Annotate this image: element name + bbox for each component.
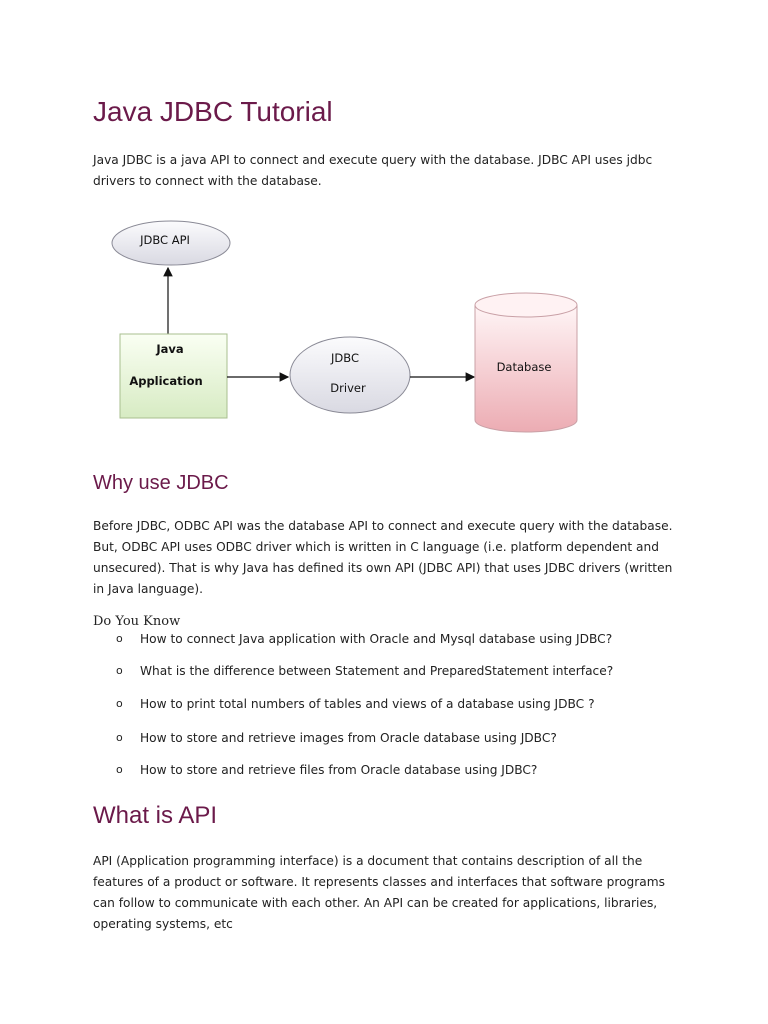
list-item-text[interactable]: How to store and retrieve files from Oracle database using JDBC? — [140, 763, 538, 777]
driver-label-line2: Driver — [330, 381, 366, 395]
java-application-node — [120, 334, 227, 418]
bullet-icon: o — [116, 763, 123, 776]
bullet-icon: o — [116, 697, 123, 710]
list-item-text[interactable]: How to connect Java application with Oracle and Mysql database using JDBC? — [140, 632, 613, 646]
jdbc-architecture-diagram — [0, 0, 768, 450]
why-heading: Why use JDBC — [93, 472, 229, 494]
list-item-text[interactable]: How to store and retrieve images from Oracle database using JDBC? — [140, 731, 557, 745]
do-you-know-heading: Do You Know — [93, 614, 181, 629]
api-paragraph: API (Application programming interface) is a document that contains description of all the features of a product or software. It represents classes and interfaces that software programs can follow to communicate with each other. An API can be created for applications, libraries, operating systems, etc — [93, 854, 665, 931]
api-heading: What is API — [93, 802, 218, 829]
driver-label-line1: JDBC — [331, 351, 359, 365]
bullet-icon: o — [116, 731, 123, 744]
database-label: Database — [496, 360, 552, 374]
list-item-text[interactable]: What is the difference between Statement and PreparedStatement interface? — [140, 664, 614, 678]
intro-paragraph: Java JDBC is a java API to connect and execute query with the database. JDBC API uses jdbc drivers to connect with the database. — [93, 153, 653, 188]
bullet-icon: o — [116, 664, 123, 677]
jdbc-api-node — [112, 221, 230, 265]
page-title: Java JDBC Tutorial — [93, 96, 333, 127]
jdbc-driver-node — [290, 337, 410, 413]
database-node — [475, 293, 577, 432]
java-app-label-line1: Java — [156, 342, 184, 356]
why-paragraph: Before JDBC, ODBC API was the database API to connect and execute query with the database. But, ODBC API uses ODBC driver which is written in C language (i.e. platform dependent and unsecured). That is why Java has defined its own API (JDBC API) that uses JDBC drivers (written in Java language). — [93, 519, 673, 596]
jdbc-api-label: JDBC API — [140, 233, 190, 247]
list-item-text[interactable]: How to print total numbers of tables and views of a database using JDBC ? — [140, 697, 595, 711]
bullet-icon: o — [116, 632, 123, 645]
java-app-label-line2: Application — [129, 374, 203, 388]
